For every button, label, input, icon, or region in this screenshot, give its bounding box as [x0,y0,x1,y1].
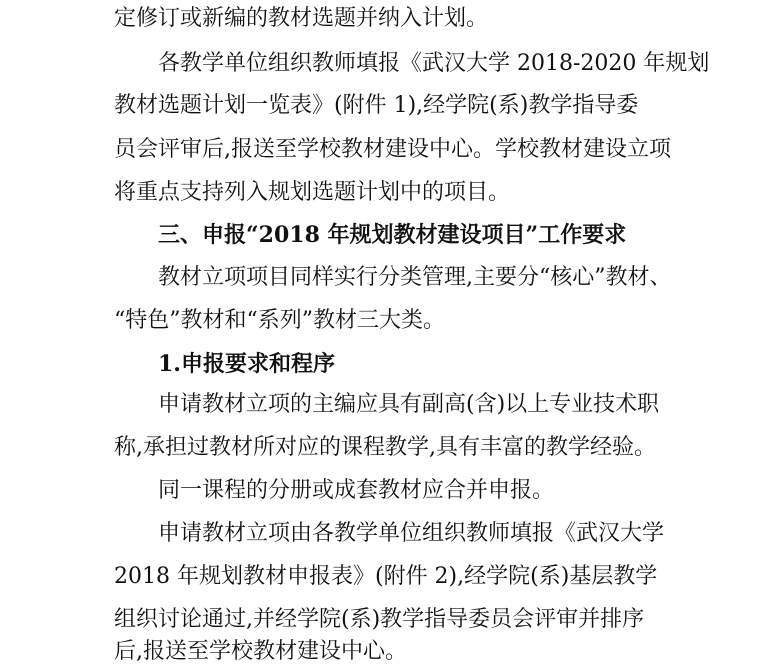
paragraph-line-7: “特色”教材和“系列”教材三大类。 [114,308,445,333]
paragraph-line-2: 各教学单位组织教师填报《武汉大学 2018-2020 年规划 [158,51,710,76]
paragraph-line-11: 申请教材立项由各教学单位组织教师填报《武汉大学 [158,521,665,546]
paragraph-line-13: 组织讨论通过,并经学院(系)教学指导委员会评审并排序 [114,607,645,632]
paragraph-line-10: 同一课程的分册或成套教材应合并申报。 [158,478,555,503]
paragraph-line-6: 教材立项项目同样实行分类管理,主要分“核心”教材、 [158,265,672,290]
paragraph-line-3: 教材选题计划一览表》(附件 1),经学院(系)教学指导委 [114,93,639,118]
paragraph-line-14: 后,报送至学校教材建设中心。 [114,639,407,664]
subsection-heading: 1.申报要求和程序 [158,351,335,377]
paragraph-line-4: 员会评审后,报送至学校教材建设中心。学校教材建设立项 [114,137,671,162]
paragraph-line-8: 申请教材立项的主编应具有副高(含)以上专业技术职 [158,392,660,417]
paragraph-line-9: 称,承担过教材所对应的课程教学,具有丰富的教学经验。 [114,435,656,460]
paragraph-line-12: 2018 年规划教材申报表》(附件 2),经学院(系)基层教学 [114,564,658,589]
paragraph-line-1: 定修订或新编的教材选题并纳入计划。 [114,6,489,31]
paragraph-line-5: 将重点支持列入规划选题计划中的项目。 [114,180,511,205]
section-heading: 三、申报“2018 年规划教材建设项目”工作要求 [158,222,627,248]
